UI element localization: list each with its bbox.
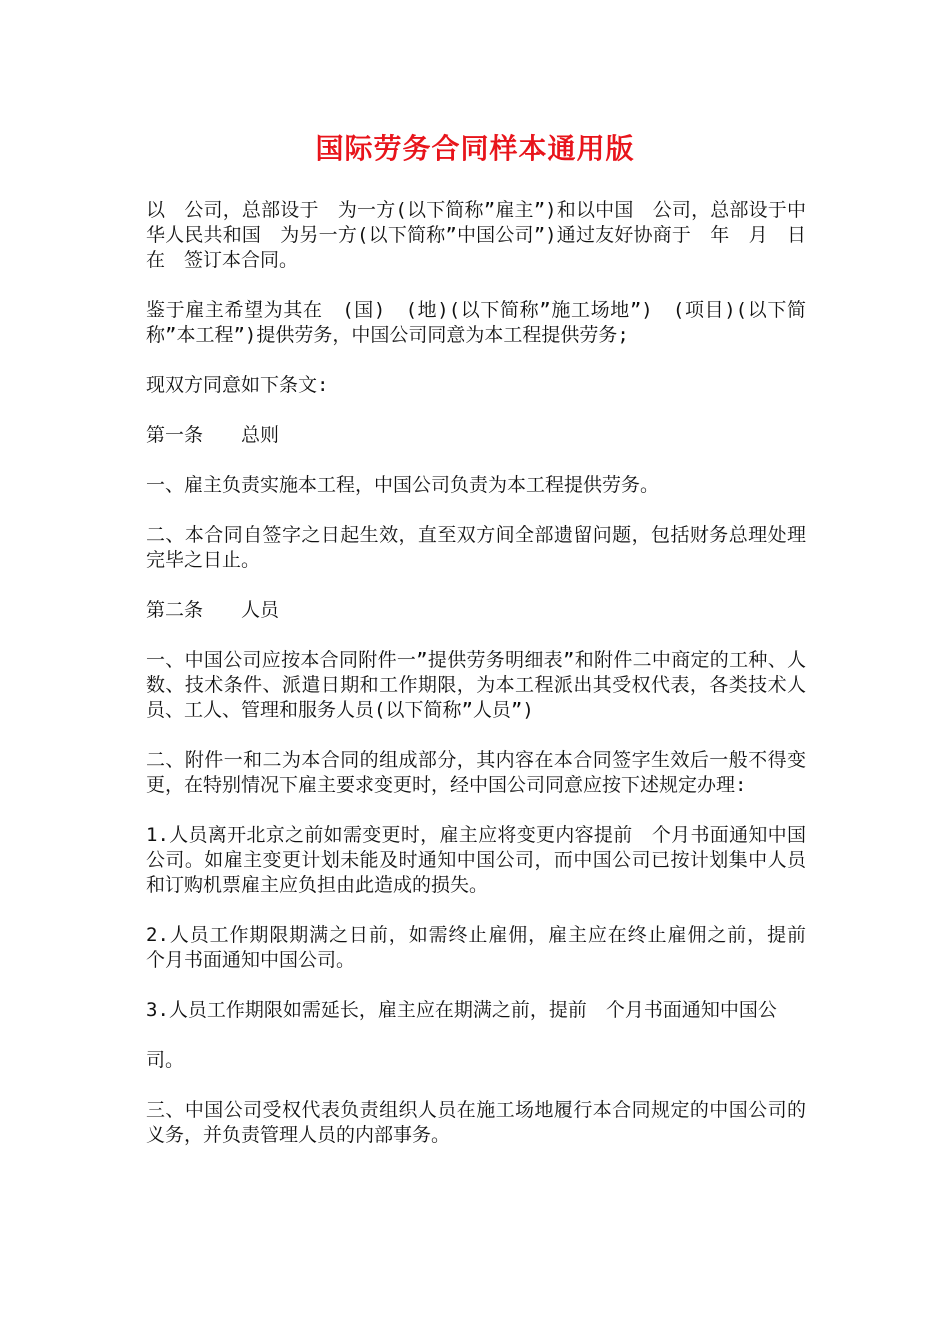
- article-2-item-1: 1.人员离开北京之前如需变更时，雇主应将变更内容提前 个月书面通知中国公司。如雇主变更计划未能及时通知中国公司，而中国公司已按计划集中人员和订购机票雇主应负担由此造成的损失。: [146, 824, 806, 896]
- article-1-clause-2: 二、本合同自签字之日起生效，直至双方间全部遗留问题，包括财务总理处理完毕之日止。: [146, 524, 806, 571]
- article-2-clause-3: 三、中国公司受权代表负责组织人员在施工场地履行本合同规定的中国公司的义务，并负责管理人员的内部事务。: [146, 1099, 806, 1146]
- article-2-heading: 第二条 人员: [146, 599, 280, 621]
- article-2-clause-2: 二、附件一和二为本合同的组成部分，其内容在本合同签字生效后一般不得变更，在特别情况下雇主要求变更时，经中国公司同意应按下述规定办理:: [146, 749, 806, 796]
- article-2-item-3-continued: 司。: [146, 1049, 185, 1071]
- article-1-clause-1: 一、雇主负责实施本工程，中国公司负责为本工程提供劳务。: [146, 474, 660, 496]
- article-1-heading: 第一条 总则: [146, 424, 280, 446]
- paragraph-whereas: 鉴于雇主希望为其在 (国) (地)(以下简称”施工场地”) (项目)(以下简称”本工程”)提供劳务，中国公司同意为本工程提供劳务;: [146, 299, 806, 346]
- article-2-item-3: 3.人员工作期限如需延长，雇主应在期满之前，提前 个月书面通知中国公: [146, 999, 777, 1021]
- article-2-item-2: 2.人员工作期限期满之日前，如需终止雇佣，雇主应在终止雇佣之前，提前 个月书面通知中国公司。: [146, 924, 826, 971]
- document-body: [146, 198, 826, 1173]
- document-title: 国际劳务合同样本通用版: [315, 132, 635, 165]
- paragraph-agreement: 现双方同意如下条文:: [146, 374, 329, 396]
- paragraph-preamble: 以 公司，总部设于 为一方(以下简称”雇主”)和以中国 公司，总部设于中华人民共和国 为另一方(以下简称”中国公司”)通过友好协商于 年 月 日在 签订本合同。: [146, 199, 806, 271]
- article-2-clause-1: 一、中国公司应按本合同附件一”提供劳务明细表”和附件二中商定的工种、人数、技术条件、派遣日期和工作期限，为本工程派出其受权代表，各类技术人员、工人、管理和服务人员(以下简称”人员”): [146, 649, 806, 721]
